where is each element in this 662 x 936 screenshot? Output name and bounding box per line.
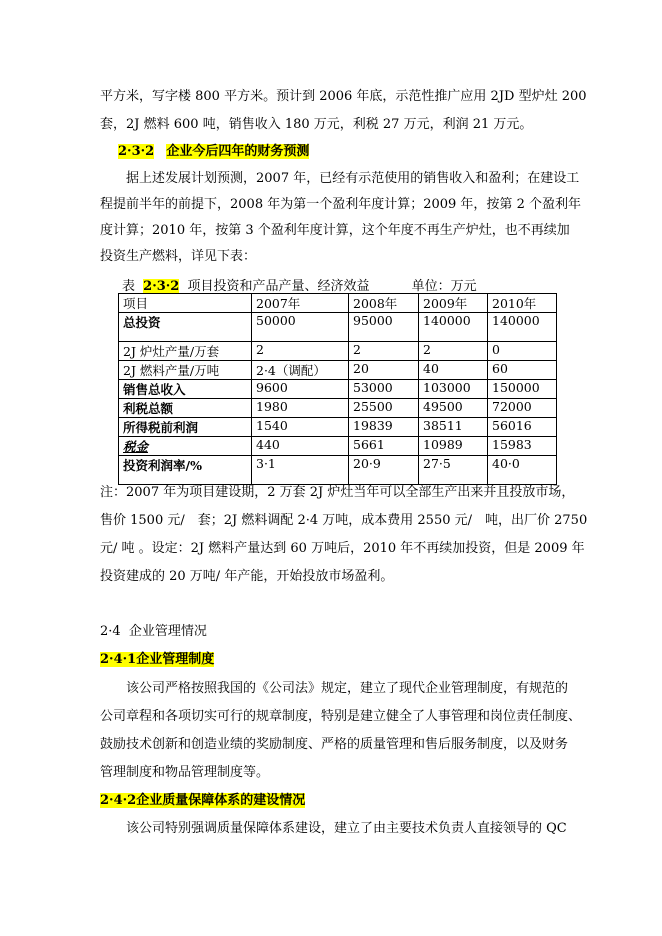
table-cell: 1980 [252, 399, 349, 418]
table-cell: 103000 [419, 380, 488, 399]
table-cell: 440 [252, 437, 349, 456]
table-header-row [119, 294, 557, 313]
table-cell: 53000 [349, 380, 419, 399]
row-label: 2J 炉灶产量/万套 [119, 342, 252, 361]
section-label: 2·4·1企业管理制度 [100, 652, 215, 667]
text-line: 该公司特别强调质量保障体系建设，建立了由主要技术负责人直接领导的 QC [126, 821, 567, 836]
table-row [119, 437, 557, 456]
section-title: 企业今后四年的财务预测 [166, 144, 310, 159]
text-line: 度计算；2010 年，按第 3 个盈利年度计算，这个年度不再生产炉灶，也不再续加 [100, 223, 570, 238]
row-label: 2J 燃料产量/万吨 [119, 361, 252, 380]
section-label: 2·4·2企业质量保障体系的建设情况 [100, 793, 306, 808]
text-line: 投资建成的 20 万吨/ 年产能，开始投放市场盈利。 [100, 569, 394, 584]
table-row [119, 342, 557, 361]
table-caption [122, 275, 477, 294]
section-title: 企业管理情况 [128, 624, 207, 639]
table-cell: 2 [252, 342, 349, 361]
text-line: 售价 1500 元/ 套；2J 燃料调配 2·4 万吨，成本费用 2550 元/ 吨，出厂价 2750 [100, 513, 588, 528]
table-row [119, 456, 557, 485]
header-cell: 2009年 [419, 294, 488, 313]
caption-unit: 单位：万元 [411, 279, 477, 294]
table-cell: 1540 [252, 418, 349, 437]
section-heading-2-4-2 [100, 792, 305, 810]
table-cell: 2 [349, 342, 419, 361]
table-row [119, 399, 557, 418]
text-line: 套，2J 燃料 600 吨，销售收入 180 万元，利税 27 万元，利润 21 万元。 [100, 117, 533, 132]
section-heading-2-3-2 [118, 143, 309, 161]
row-label: 所得税前利润 [119, 418, 252, 437]
text-line: 管理制度和物品管理制度等。 [100, 765, 270, 780]
text-line: 投资生产燃料，详见下表： [100, 249, 257, 264]
row-label: 税金 [119, 437, 252, 456]
text-line: 据上述发展计划预测，2007 年，已经有示范使用的销售收入和盈利；在建设工 [126, 171, 580, 186]
text-line: 鼓励技术创新和创造业绩的奖励制度、严格的质量管理和售后服务制度，以及财务 [100, 737, 569, 752]
table-cell: 40·0 [488, 456, 557, 485]
table-cell: 50000 [252, 313, 349, 342]
table-cell: 9600 [252, 380, 349, 399]
section-number: 2·4 [100, 624, 121, 639]
table-cell: 38511 [419, 418, 488, 437]
caption-prefix: 表 [122, 279, 136, 294]
row-label: 利税总额 [119, 399, 252, 418]
table-cell: 10989 [419, 437, 488, 456]
table-row [119, 313, 557, 342]
table-cell: 2·4（调配） [252, 361, 349, 380]
text-line: 公司章程和各项切实可行的规章制度，特别是建立健全了人事管理和岗位责任制度、 [100, 709, 582, 724]
table-cell: 60 [488, 361, 557, 380]
table-cell: 5661 [349, 437, 419, 456]
section-heading-2-4-1 [100, 651, 214, 669]
table-cell: 3·1 [252, 456, 349, 485]
table-cell: 27·5 [419, 456, 488, 485]
caption-number: 2·3·2 [143, 279, 180, 294]
section-heading-2-4 [100, 623, 207, 641]
table-cell: 20 [349, 361, 419, 380]
text-line: 注：2007 年为项目建设期，2 万套 2J 炉灶当年可以全部生产出来并且投放市场， [100, 485, 575, 500]
table-cell: 49500 [419, 399, 488, 418]
text-line: 该公司严格按照我国的《公司法》规定，建立了现代企业管理制度，有规范的 [126, 681, 569, 696]
text-line: 程提前半年的前提下，2008 年为第一个盈利年度计算；2009 年，按第 2 个盈利年 [100, 197, 581, 212]
table-cell: 150000 [488, 380, 557, 399]
table-cell: 40 [419, 361, 488, 380]
table-row [119, 380, 557, 399]
header-cell: 2010年 [488, 294, 557, 313]
table-cell: 72000 [488, 399, 557, 418]
text-line: 平方米，写字楼 800 平方米。预计到 2006 年底，示范性推广应用 2JD 型炉灶 200 [100, 89, 587, 104]
table-cell: 20·9 [349, 456, 419, 485]
table-cell: 15983 [488, 437, 557, 456]
row-label: 销售总收入 [119, 380, 252, 399]
caption-title: 项目投资和产品产量、经济效益 [187, 279, 370, 294]
table-cell: 56016 [488, 418, 557, 437]
text-line: 元/ 吨 。设定：2J 燃料产量达到 60 万吨后，2010 年不再续加投资，但是 2009 年 [100, 541, 585, 556]
table-cell: 0 [488, 342, 557, 361]
table-row [119, 361, 557, 380]
row-label: 总投资 [119, 313, 252, 342]
section-number: 2·3·2 [118, 144, 155, 159]
table-cell: 25500 [349, 399, 419, 418]
header-cell: 2007年 [252, 294, 349, 313]
table-row [119, 418, 557, 437]
header-cell: 2008年 [349, 294, 419, 313]
header-cell: 项目 [119, 294, 252, 313]
table-cell: 140000 [488, 313, 557, 342]
row-label: 投资利润率/% [119, 456, 252, 485]
table-cell: 19839 [349, 418, 419, 437]
table-cell: 2 [419, 342, 488, 361]
table-cell: 140000 [419, 313, 488, 342]
financial-forecast-table [118, 293, 557, 485]
table-cell: 95000 [349, 313, 419, 342]
